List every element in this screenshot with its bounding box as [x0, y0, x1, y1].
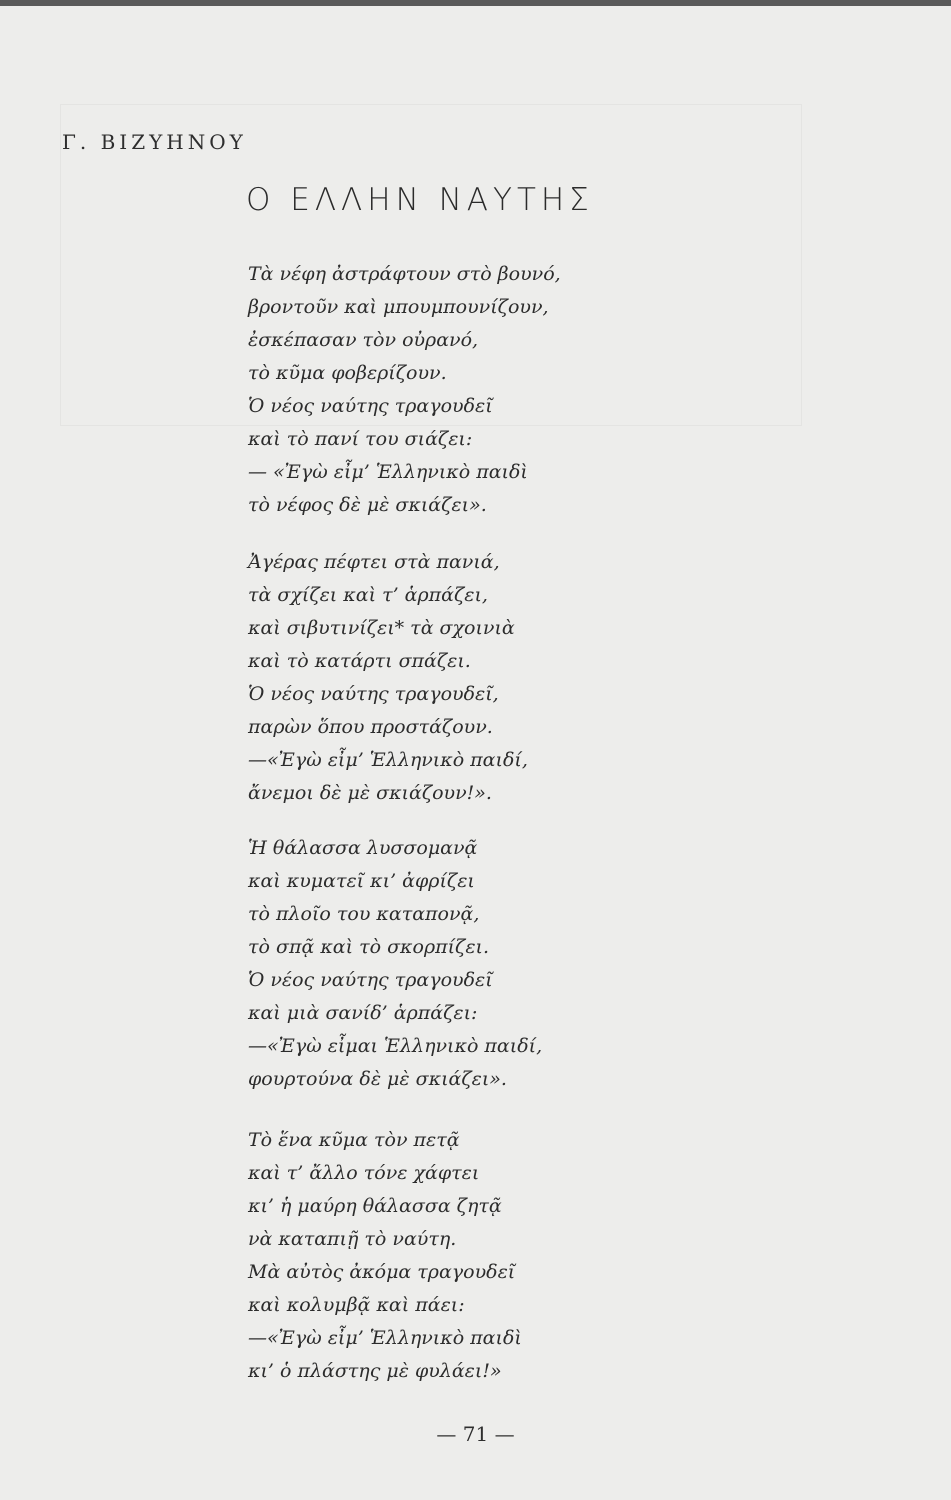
verse-line: ἄνεμοι δὲ μὲ σκιάζουν!».: [248, 782, 492, 804]
verse-line: καὶ κυματεῖ κι’ ἀφρίζει: [248, 870, 475, 892]
verse-line: καὶ τὸ κατάρτι σπάζει.: [248, 650, 471, 672]
verse-line: ἐσκέπασαν τὸν οὐρανό,: [248, 329, 479, 351]
poem-title: Ο ΕΛΛΗΝ ΝΑΥΤΗΣ: [246, 182, 594, 218]
page-number: — 71 —: [436, 1422, 515, 1446]
verse-line: Τὸ ἕνα κῦμα τὸν πετᾷ: [248, 1129, 460, 1151]
stanza-1: [248, 258, 848, 522]
verse-line: νὰ καταπιῇ τὸ ναύτη.: [248, 1228, 457, 1250]
verse-line: Τὰ νέφη ἀστράφτουν στὸ βουνό,: [248, 263, 561, 285]
verse-line: —«Ἐγὼ εἶμαι Ἑλληνικὸ παιδί,: [248, 1035, 543, 1057]
verse-line: καὶ κολυμβᾷ καὶ πάει:: [248, 1294, 465, 1316]
verse-line: βροντοῦν καὶ μπουμπουνίζουν,: [248, 296, 549, 318]
verse-line: —«Ἐγὼ εἶμ’ Ἑλληνικὸ παιδὶ: [248, 1327, 522, 1349]
verse-line: καὶ σιβυτινίζει* τὰ σχοινιὰ: [248, 617, 515, 639]
verse-line: παρὼν ὅπου προστάζουν.: [248, 716, 493, 738]
verse-line: —«Ἐγὼ εἶμ’ Ἑλληνικὸ παιδί,: [248, 749, 528, 771]
verse-line: καὶ τ’ ἄλλο τόνε χάφτει: [248, 1162, 480, 1184]
verse-line: Ἡ θάλασσα λυσσομανᾷ: [248, 837, 478, 859]
stanza-3: [248, 832, 848, 1096]
verse-line: Ὁ νέος ναύτης τραγουδεῖ: [248, 969, 493, 991]
verse-line: Μὰ αὐτὸς ἀκόμα τραγουδεῖ: [248, 1261, 516, 1283]
author-header: Γ. ΒΙΖΥΗΝΟΥ: [62, 130, 247, 154]
verse-line: κι’ ὁ πλάστης μὲ φυλάει!»: [248, 1360, 502, 1382]
verse-line: καὶ μιὰ σανίδ’ ἁρπάζει:: [248, 1002, 478, 1024]
verse-line: — «Ἐγὼ εἶμ’ Ἑλληνικὸ παιδὶ: [248, 461, 528, 483]
verse-line: καὶ τὸ πανί του σιάζει:: [248, 428, 473, 450]
verse-line: τὸ νέφος δὲ μὲ σκιάζει».: [248, 494, 487, 516]
verse-line: τὰ σχίζει καὶ τ’ ἁρπάζει,: [248, 584, 488, 606]
verse-line: Ὁ νέος ναύτης τραγουδεῖ: [248, 395, 493, 417]
verse-line: τὸ κῦμα φοβερίζουν.: [248, 362, 447, 384]
verse-line: Ἀγέρας πέφτει στὰ πανιά,: [248, 551, 500, 573]
stanza-2: [248, 546, 848, 810]
verse-line: τὸ πλοῖο του καταπονᾷ,: [248, 903, 480, 925]
verse-line: Ὁ νέος ναύτης τραγουδεῖ,: [248, 683, 499, 705]
stanza-4: [248, 1124, 848, 1388]
verse-line: κι’ ἡ μαύρη θάλασσα ζητᾷ: [248, 1195, 502, 1217]
verse-line: τὸ σπᾷ καὶ τὸ σκορπίζει.: [248, 936, 490, 958]
verse-line: φουρτούνα δὲ μὲ σκιάζει».: [248, 1068, 507, 1090]
